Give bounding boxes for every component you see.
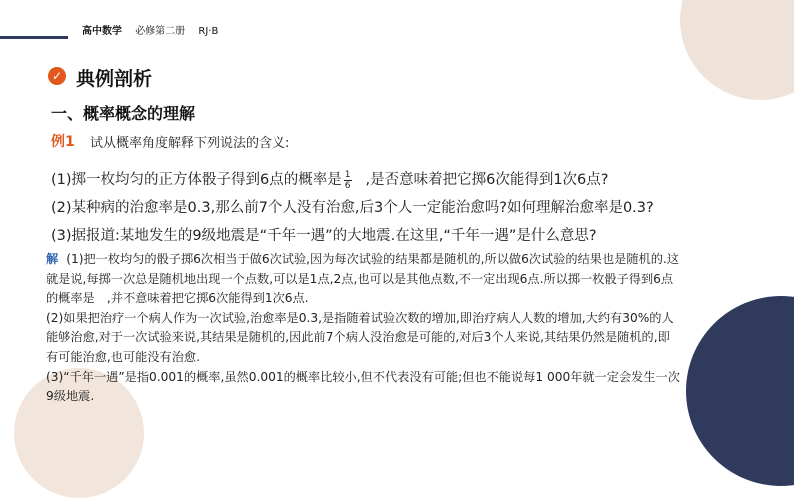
fraction-one-sixth (344, 170, 352, 191)
solution-paragraph-3: (3)“千年一遇”是指0.001的概率,虽然0.001的概率比较小,但不代表没有可能;但也不能说每1 000年就一定会发生一次9级地震. (46, 369, 680, 404)
fraction-numerator: 1 (344, 169, 351, 180)
solution-paragraph-1 (46, 250, 680, 309)
question-3: (3)据报道:某地发生的9级地震是“千年一遇”的大地震.在这里,“千年一遇”是什么意思? (51, 228, 597, 244)
header-accent-bar (0, 36, 68, 39)
question-1 (51, 168, 608, 191)
example-intro: 试从概率角度解释下列说法的含义: (90, 136, 290, 151)
question-1-prefix: (1)掷一枚均匀的正方体骰子得到6点的概率是 (51, 172, 342, 188)
page-header (82, 22, 228, 37)
solution-text-1: (1)把一枚均匀的骰子掷6次相当于做6次试验,因为每次试验的结果都是随机的,所以做6次试验的结果也是随机的.这就是说,每掷一次总是随机地出现一个点数,可以是1点,2点,也可以是其他点数,不一定出现6点.所以掷一枚骰子得到6点的概率是 ,并不意味着把它掷6次能得到1次6点. (46, 252, 679, 306)
header-edition: RJ·B (198, 26, 219, 37)
question-2: (2)某种病的治愈率是0.3,那么前7个人没有治愈,后3个人一定能治愈吗?如何理解治愈率是0.3? (51, 200, 654, 216)
section-title: 典例剖析 (76, 68, 153, 90)
decor-circle-top-right (680, 0, 794, 100)
header-book: 必修第二册 (135, 26, 186, 37)
fraction-denominator: 6 (344, 180, 351, 191)
header-subject: 高中数学 (82, 26, 122, 37)
question-1-suffix: ,是否意味着把它掷6次能得到1次6点? (365, 172, 609, 188)
example-label: 例1 (51, 134, 75, 150)
solution-paragraph-2: (2)如果把治疗一个病人作为一次试验,治愈率是0.3,是指随着试验次数的增加,即治疗病人人数的增加,大约有30%的人能够治愈,对于一次试验来说,其结果是随机的,因此前7个病人没治愈是可能的,对后3个人来说,其结果仍然是随机的,即有可能治愈,也可能没有治愈. (46, 310, 674, 364)
decor-circle-bottom-right (686, 296, 794, 486)
solution-label: 解 (46, 252, 59, 266)
subsection-title: 一、概率概念的理解 (51, 104, 196, 123)
check-icon: ✓ (48, 67, 66, 85)
solution-block (46, 250, 680, 407)
